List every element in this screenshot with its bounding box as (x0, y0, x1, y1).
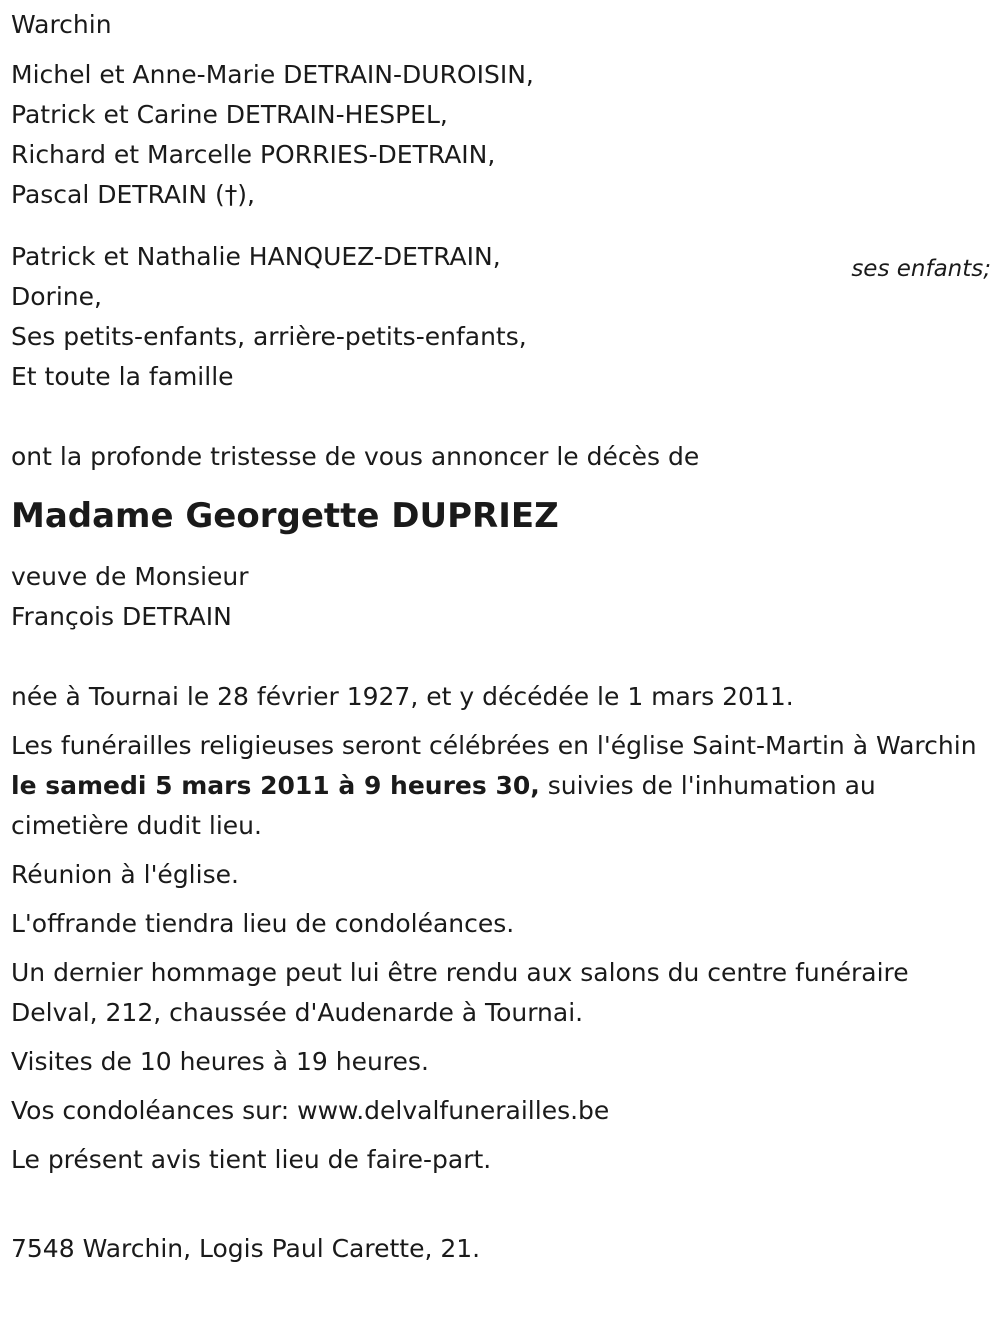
birth-death: née à Tournai le 28 février 1927, et y décédée le 1 mars 2011. (11, 682, 794, 711)
funeral-text-post: suivies de l'inhumation au cimetière dudit lieu. (11, 771, 876, 840)
funeral-date-time: le samedi 5 mars 2011 à 9 heures 30, (11, 771, 540, 800)
family-line: Et toute la famille (11, 362, 234, 391)
widow-line: François DETRAIN (11, 602, 232, 631)
address: 7548 Warchin, Logis Paul Carette, 21. (11, 1234, 481, 1263)
family-list (11, 237, 991, 397)
obituary-notice (11, 5, 991, 1269)
family-line: Ses petits-enfants, arrière-petits-enfants, (11, 322, 527, 351)
child-line: Michel et Anne-Marie DETRAIN-DUROISIN, (11, 60, 534, 89)
children-label: ses enfants; (851, 256, 991, 282)
child-line: Richard et Marcelle PORRIES-DETRAIN, (11, 140, 496, 169)
condolences-info: Vos condoléances sur: www.delvalfunerailles.be (11, 1096, 610, 1125)
widow-line: veuve de Monsieur (11, 562, 249, 591)
visits-info: Visites de 10 heures à 19 heures. (11, 1047, 429, 1076)
funeral-text-pre: Les funérailles religieuses seront célébrées en l'église Saint-Martin à Warchin (11, 731, 977, 760)
meeting-info: Réunion à l'église. (11, 860, 239, 889)
funeral-details (11, 726, 991, 846)
family-line: Dorine, (11, 282, 102, 311)
child-line: Pascal DETRAIN (†), (11, 180, 256, 209)
child-line: Patrick et Carine DETRAIN-HESPEL, (11, 100, 448, 129)
family-line: Patrick et Nathalie HANQUEZ-DETRAIN, (11, 242, 501, 271)
announcement: ont la profonde tristesse de vous annoncer le décès de (11, 442, 700, 471)
widow-of (11, 557, 991, 637)
faire-part-info: Le présent avis tient lieu de faire-part. (11, 1145, 492, 1174)
offering-info: L'offrande tiendra lieu de condoléances. (11, 909, 515, 938)
deceased-name: Madame Georgette DUPRIEZ (11, 496, 559, 536)
homage-info: Un dernier hommage peut lui être rendu aux salons du centre funéraire Delval, 212, chaussée d'Audenarde à Tournai. (11, 958, 909, 1027)
place-header: Warchin (11, 10, 112, 39)
